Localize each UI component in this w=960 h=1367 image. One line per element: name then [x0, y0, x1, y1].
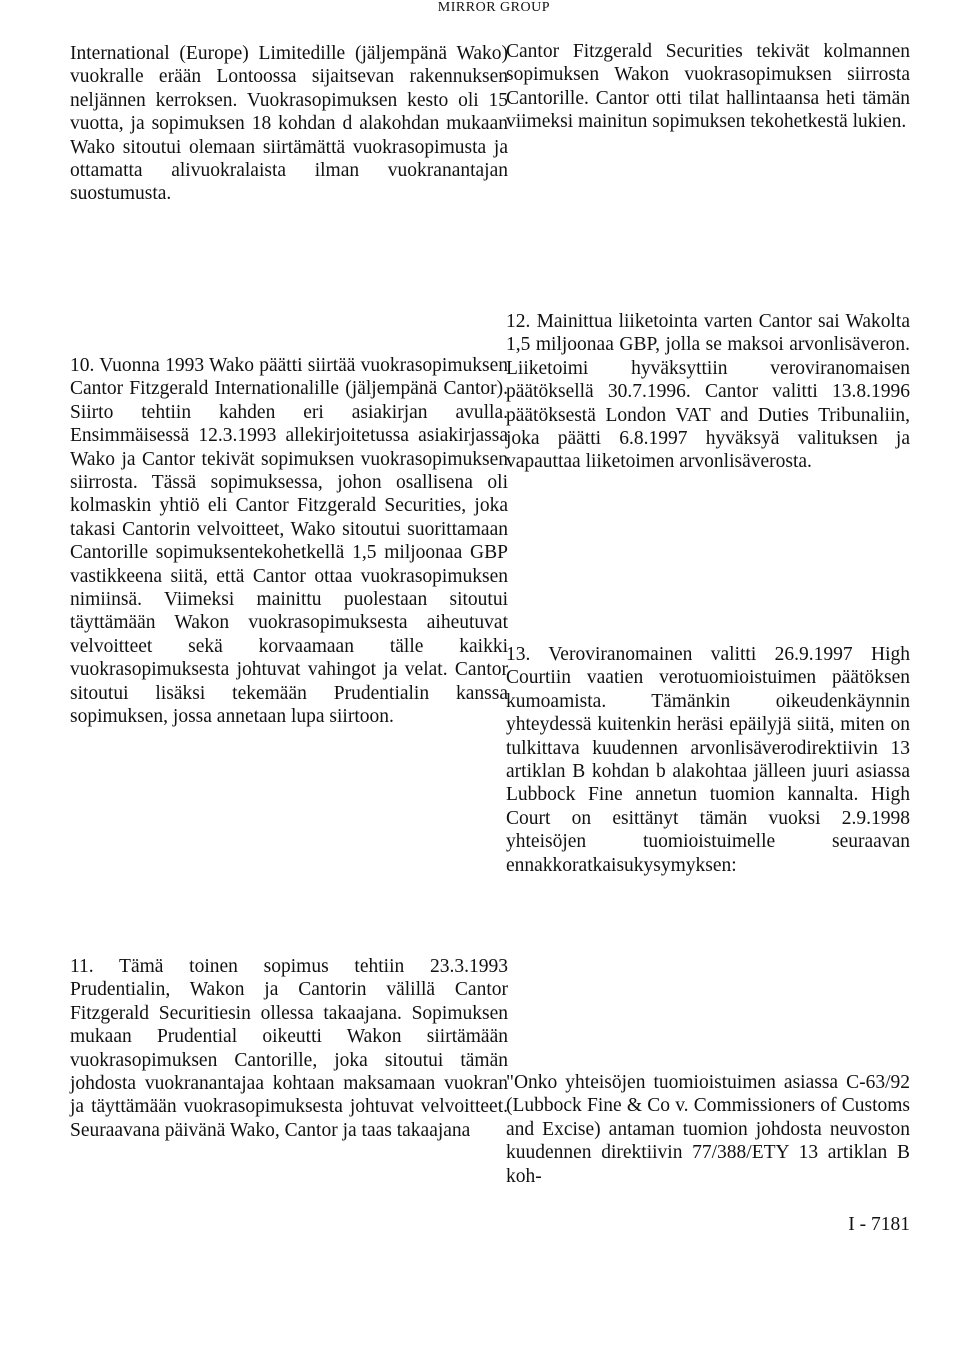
left-paragraph-10: 10. Vuonna 1993 Wako päätti siirtää vuokrasopimuksen Cantor Fitzgerald Internationalille (jäljempänä Cantor). Siirto tehtiin kahden eri asiakirjan avulla. Ensimmäisessä 12.3.1993 allekirjoitetussa asiakirjassa Wako ja Cantor tekivät sopimuksen vuokrasopimuksen siirrosta. Tässä sopimuksessa, johon osallisena oli kolmaskin yhtiö eli Cantor Fitzgerald Securities, joka takasi Cantorin velvoitteet, Wako sitoutui suorittamaan Cantorille sopimuksentekohetkellä 1,5 miljoonaa GBP vastikkeena siitä, että Cantor ottaa vuokrasopimuksen nimiinsä. Viimeksi mainittu puolestaan sitoutui täyttämään Wakon vuokrasopimuksesta aiheutuvat velvoitteet sekä korvaamaan tälle kaikki vuokrasopimuksesta johtuvat vahingot ja velat. Cantor sitoutui lisäksi tekemään Prudentialin kanssa sopimuksen, jossa annetaan lupa siirtoon.: [70, 355, 508, 728]
page-number: I - 7181: [848, 1214, 910, 1235]
left-paragraph-11: 11. Tämä toinen sopimus tehtiin 23.3.1993 Prudentialin, Wakon ja Cantorin välillä Cantor Fitzgerald Securitiesin ollessa takaajana. Sopimuksen mukaan Prudential oikeutti Wakon siirtämään vuokrasopimuksen Cantorille, joka sitoutui tämän johdosta vuokranantajaa kohtaan maksamaan vuokran ja täyttämään vuokrasopimuksesta johtuvat velvoitteet. Seuraavana päivänä Wako, Cantor ja taas takaajana: [70, 956, 508, 1141]
right-paragraph-13: 13. Veroviranomainen valitti 26.9.1997 High Courtiin vaatien verotuomioistuimen päätöksen kumoamista. Tämänkin oikeudenkäynnin yhteydessä kuitenkin heräsi epäilyjä siitä, miten on tulkittava kuudennen arvonlisäverodirektiivin 13 artiklan B kohdan b alakohtaa jälleen juuri asiassa Lubbock Fine annetun tuomion kannalta. High Court on esittänyt tämän vuoksi 2.9.1998 yhteisöjen tuomioistuimelle seuraavan ennakkoratkaisukysymyksen:: [506, 644, 910, 876]
right-paragraph-1: Cantor Fitzgerald Securities tekivät kolmannen sopimuksen Wakon vuokrasopimuksen siirrosta Cantorille. Cantor otti tilat hallintaansa heti tämän viimeksi mainitun sopimuksen tekohetkestä lukien.: [506, 41, 910, 133]
page-header: MIRROR GROUP: [437, 0, 550, 15]
left-paragraph-1: International (Europe) Limitedille (jäljempänä Wako) vuokralle erään Lontoossa sijaitsevan rakennuksen neljännen kerroksen. Vuokrasopimuksen kesto oli 15 vuotta, ja sopimuksen 18 kohdan d alakohdan mukaan Wako sitoutui olemaan siirtämättä vuokrasopimusta ja ottamatta alivuokralaista ilman vuokranantajan suostumusta.: [70, 43, 508, 205]
right-quote: "Onko yhteisöjen tuomioistuimen asiassa C-63/92 (Lubbock Fine & Co v. Commissioners of Customs and Excise) antaman tuomion johdosta neuvoston kuudennen direktiivin 77/388/ETY 13 artiklan B koh-: [506, 1072, 910, 1187]
right-paragraph-12: 12. Mainittua liiketointa varten Cantor sai Wakolta 1,5 miljoonaa GBP, jolla se maksoi arvonlisäveron. Liiketoimi hyväksyttiin veroviranomaisen päätöksellä 30.7.1996. Cantor valitti 13.8.1996 päätöksestä London VAT and Duties Tribunaliin, joka päätti 6.8.1997 hyväksyä valituksen ja vapauttaa liiketoimen arvonlisäverosta.: [506, 311, 910, 473]
